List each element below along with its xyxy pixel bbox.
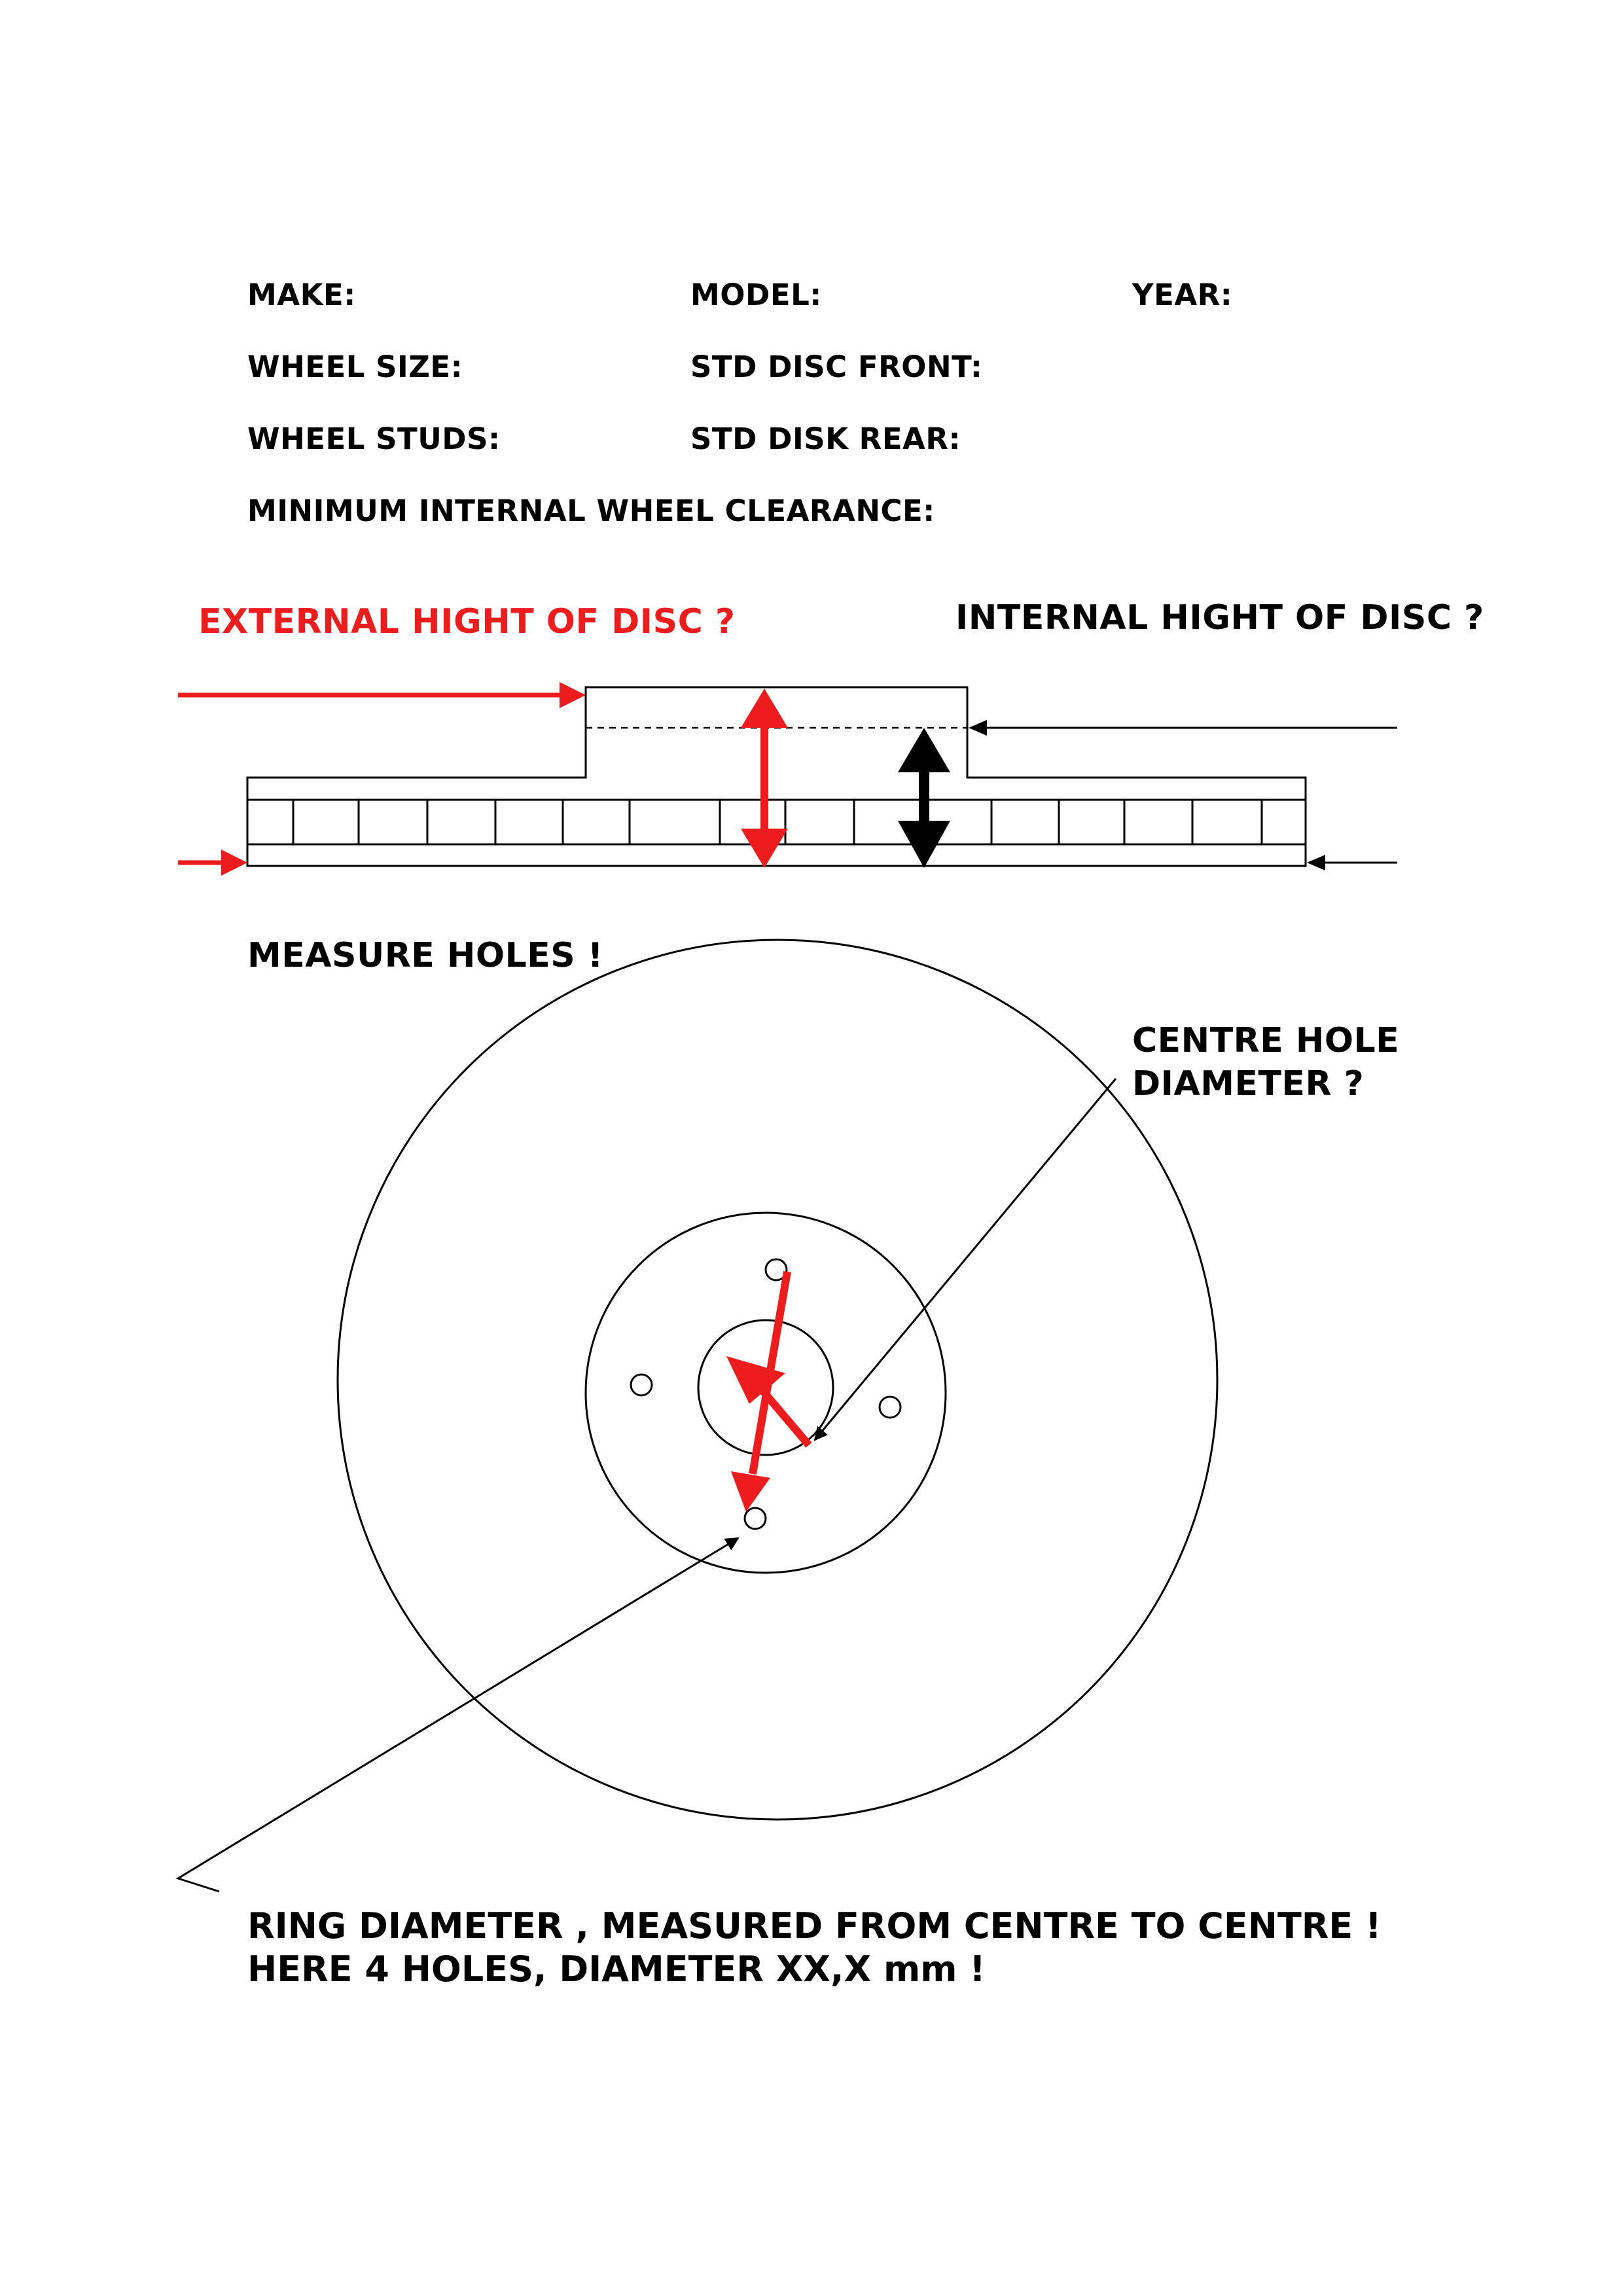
year-label: YEAR: xyxy=(1132,278,1233,312)
wheel-size-label: WHEEL SIZE: xyxy=(247,350,463,384)
bolt-hole-left xyxy=(631,1374,652,1395)
centre-hole-leader xyxy=(815,1079,1116,1440)
leader-lines xyxy=(178,1079,1116,1892)
internal-height-label: INTERNAL HIGHT OF DISC ? xyxy=(955,598,1484,637)
measure-holes-title: MEASURE HOLES ! xyxy=(247,936,604,975)
make-label: MAKE: xyxy=(247,278,356,312)
external-pointer-arrows xyxy=(178,682,586,876)
bolt-hole-bottom xyxy=(745,1508,766,1529)
external-bottom-arrowhead xyxy=(221,850,247,876)
model-label: MODEL: xyxy=(690,278,822,312)
ring-diameter-label-line1: RING DIAMETER , MEASURED FROM CENTRE TO CENTRE ! xyxy=(247,1905,1382,1946)
min-clearance-label: MINIMUM INTERNAL WHEEL CLEARANCE: xyxy=(247,493,935,528)
bolt-hole-right xyxy=(880,1397,901,1418)
std-disc-front-label: STD DISC FRONT: xyxy=(690,350,983,384)
centre-hole-label-line1: CENTRE HOLE xyxy=(1132,1021,1400,1060)
external-height-label: EXTERNAL HIGHT OF DISC ? xyxy=(198,602,736,641)
std-disk-rear-label: STD DISK REAR: xyxy=(690,422,961,456)
centre-hole-label-line2: DIAMETER ? xyxy=(1132,1064,1364,1103)
wheel-studs-label: WHEEL STUDS: xyxy=(247,422,501,456)
centre-arrowhead xyxy=(726,1356,785,1404)
internal-bottom-arrowhead xyxy=(1307,855,1325,870)
ring-diameter-label-line2: HERE 4 HOLES, DIAMETER XX,X mm ! xyxy=(247,1948,986,1990)
internal-top-arrowhead xyxy=(969,720,987,736)
internal-pointer-arrows xyxy=(969,720,1397,870)
hole-measurement-arrows xyxy=(726,1272,809,1512)
internal-height-double-arrow xyxy=(898,728,950,868)
ring-arrowhead xyxy=(731,1471,770,1512)
external-height-double-arrow xyxy=(741,689,788,868)
external-top-arrowhead xyxy=(560,682,586,708)
ring-diameter-leader xyxy=(178,1538,738,1892)
